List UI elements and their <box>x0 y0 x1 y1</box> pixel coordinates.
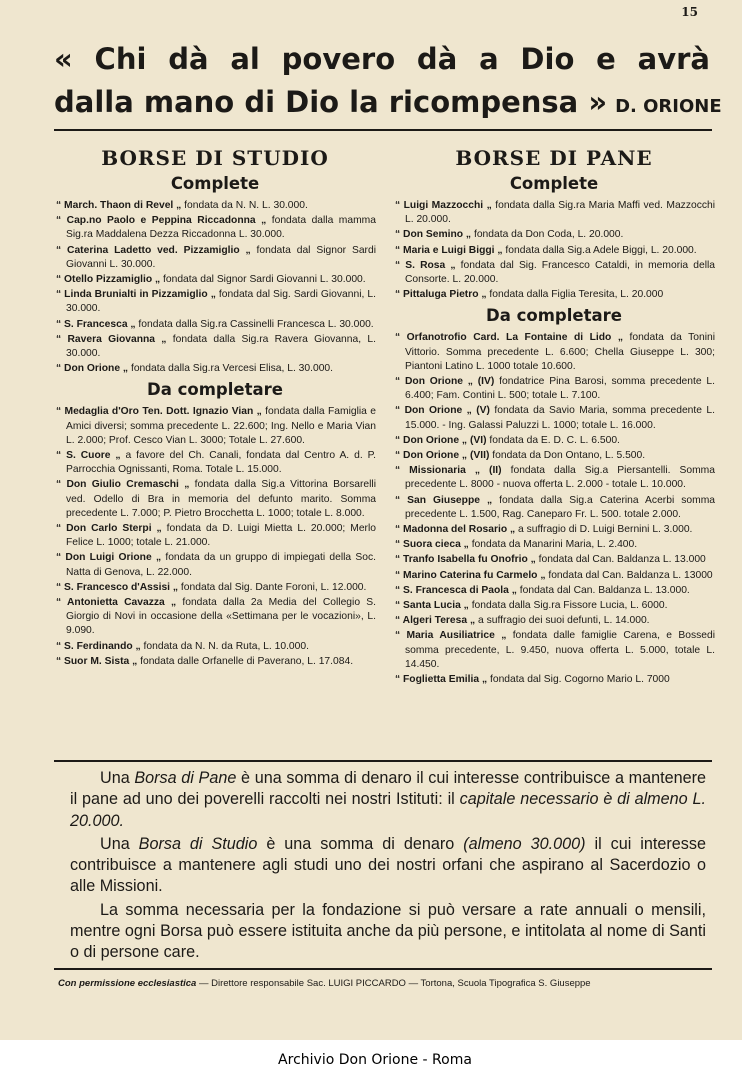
item-text: a suffragio di D. Luigi Bernini L. 3.000. <box>515 524 693 536</box>
text-run: è una somma di denaro il cui interesse contribuisce a mantenere il pane ad uno dei poverelli raccolti nei nostri Istituti: il <box>70 769 707 809</box>
motto-line-2-text: dalla mano di Dio la ricompensa » <box>54 85 608 119</box>
list-item <box>393 629 715 672</box>
item-text: fondata da Tonini Vittorio. Somma precedente L. 6.600; Chella Giuseppe L. 300; Piantoni Latino L. 1000 totale 10.600. <box>405 332 716 372</box>
list-item <box>393 614 715 628</box>
list-item <box>54 244 376 272</box>
list-item <box>393 375 715 403</box>
paragraph-borsa-di-pane <box>70 768 706 832</box>
item-name: “ Maria Ausiliatrice „ <box>395 630 507 642</box>
item-text: a favore del Ch. Canali, fondata dal Centro A. d. P. Parrocchia Ognissanti, Roma. Totale L. 15.000. <box>66 450 377 476</box>
item-text: fondata da Don Coda, L. 20.000. <box>471 229 624 241</box>
archive-caption: Archivio Don Orione - Roma <box>278 1052 472 1068</box>
item-name: “ Marino Caterina fu Carmelo „ <box>395 569 546 581</box>
list-item <box>393 569 715 583</box>
item-name: “ S. Francesca „ <box>56 318 136 330</box>
item-text: fondata dalle famiglie Carena, e Bossedi somma precedente, L. 9.450, nuova offerta L. 5.000, totale L. 14.450. <box>405 630 715 670</box>
item-text: fondata da N. N. L. 30.000. <box>181 200 308 211</box>
list-item <box>54 551 376 579</box>
list-item <box>54 273 376 287</box>
list-item <box>54 640 376 654</box>
item-text: fondata dalla Sig.ra Maria Maffi ved. Mazzocchi L. 20.000. <box>405 200 716 226</box>
motto <box>54 38 722 128</box>
item-text: fondata da Savio Maria, somma precedente L. 15.000. - Ing. Galassi Paluzzi L. 1000; totale L. 16.000. <box>405 405 715 431</box>
item-text: fondata dal Signor Sardi Giovanni L. 30.000. <box>160 274 366 286</box>
list-item <box>54 581 376 595</box>
item-text: fondatrice Pina Barosi, somma precedente L. 6.400; Fam. Contini L. 500; totale L. 7.100. <box>405 376 715 402</box>
item-name: “ S. Rosa „ <box>395 259 456 271</box>
item-text: fondata dalla 2a Media del Collegio S. Giorgio di Novi in occasione della «Settimana per le vocazioni», L. 9.090. <box>66 597 376 637</box>
item-name: “ Don Orione „ <box>56 363 129 375</box>
middle-divider <box>54 760 712 762</box>
item-name: “ Medaglia d'Oro Ten. Dott. Ignazio Vian „ <box>56 406 262 418</box>
item-text: fondata dalla Sig.a Vittorina Borsarelli ved. Odello di Bra in memoria del defunto marito. Somma precedente L. 7.000; P. Pietro Brocchetta L. 1000; totale L. 8.000. <box>66 479 376 519</box>
text-run: (almeno 30.000) <box>463 834 586 853</box>
item-name: “ Pittaluga Pietro „ <box>395 289 487 301</box>
section-heading-complete: Complete <box>509 174 599 193</box>
item-text: fondata dalle Orfanelle di Paverano, L. 17.084. <box>137 655 354 667</box>
text-run: Una <box>100 769 135 787</box>
paragraph-borsa-di-studio <box>70 834 706 898</box>
item-name: “ Maria e Luigi Biggi „ <box>395 244 503 256</box>
item-text: fondata dal Sig. Francesco Cataldi, in memoria della Consorte. L. 20.000. <box>405 259 716 286</box>
list-item <box>54 333 376 361</box>
item-text: fondata dal Signor Sardi Giovanni L. 30.000. <box>66 244 376 270</box>
item-name: “ Suora cieca „ <box>395 539 469 551</box>
item-name: “ Don Semino „ <box>395 229 472 241</box>
item-name: “ Suor M. Sista „ <box>56 655 138 667</box>
item-text: fondata dal Can. Baldanza L. 13.000. <box>516 584 690 596</box>
list-item <box>393 599 715 613</box>
imprint-footer <box>58 978 720 989</box>
item-name: “ Don Orione „ (VI) <box>395 434 487 446</box>
list-item <box>393 584 715 598</box>
column-title: BORSE DI PANE <box>455 146 653 170</box>
item-text: a suffragio dei suoi defunti, L. 14.000. <box>475 615 650 627</box>
item-name: “ Don Orione „ (V) <box>395 405 490 417</box>
text-run: Borsa di Studio <box>138 834 258 853</box>
list-item <box>54 318 376 332</box>
item-text: fondata dalla Sig.ra Cassinelli Francesca L. 30.000. <box>135 318 374 330</box>
item-text: fondata da N. N. da Ruta, L. 10.000. <box>140 640 309 652</box>
item-name: “ Caterina Ladetto ved. Pizzamiglio „ <box>56 244 251 256</box>
item-name: “ March. Thaon di Revel „ <box>56 200 182 211</box>
item-text: fondata dalla Sig.ra Vercesi Elisa, L. 30.000. <box>128 363 334 375</box>
list-da-completare <box>54 405 376 669</box>
borse-di-studio-column <box>54 140 376 670</box>
text-run: Borsa di Pane <box>134 769 237 787</box>
item-text: fondata dal Sig. Cogorno Mario L. 7000 <box>487 674 670 686</box>
item-text: fondata da Manarini Maria, L. 2.400. <box>468 539 638 551</box>
top-divider <box>54 129 712 131</box>
item-text: fondata dalla Sig.ra Fissore Lucia, L. 6000. <box>468 600 668 612</box>
text-run: Una <box>100 834 139 853</box>
item-name: “ San Giuseppe „ <box>395 494 493 506</box>
motto-line-1: « Chi dà al povero dà a Dio e avrà <box>54 42 710 76</box>
item-name: “ Don Luigi Orione „ <box>56 552 162 564</box>
item-text: fondata da un gruppo di impiegati della Soc. Natta di Genova, L. 22.000. <box>66 552 376 578</box>
list-item <box>54 449 376 477</box>
section-heading-da-completare: Da completare <box>486 306 622 326</box>
list-item <box>393 449 715 463</box>
motto-author: D. ORIONE <box>615 96 722 117</box>
section-heading-da-completare: Da completare <box>147 380 283 400</box>
section-heading-complete: Complete <box>170 174 260 193</box>
page-number: 15 <box>681 5 698 19</box>
list-da-completare <box>393 331 715 687</box>
item-name: “ Santa Lucia „ <box>395 600 469 612</box>
footer-divider <box>54 968 712 970</box>
item-name: “ Luigi Mazzocchi „ <box>395 200 492 211</box>
list-item <box>393 553 715 567</box>
footer-permission: Con permissione ecclesiastica <box>58 978 197 989</box>
item-name: “ S. Francesca di Paola „ <box>395 584 517 596</box>
item-text: fondata dalla Sig.a Caterina Acerbi somma precedente L. 1.500, Rag. Caneparo Fr. L. 500. totale 2.000. <box>405 494 715 520</box>
item-text: fondata dal Sig. Sardi Giovanni, L. 30.000. <box>66 289 376 315</box>
list-item <box>393 288 715 302</box>
paragraph-fondazione: La somma necessaria per la fondazione si può versare a rate annuali o mensili, mentre ogni Borsa può essere istituita anche da più persone, e intitolata al nome di Santi o di persone care. <box>70 900 706 962</box>
footer-imprint: — Direttore responsabile Sac. LUIGI PICCARDO — Tortona, Scuola Tipografica S. Giuseppe <box>196 978 591 989</box>
list-item <box>54 362 376 376</box>
item-text: fondata dalla Famiglia e Amici diversi; somma precedente L. 22.600; Ing. Nello e Maria Vian L. 2.000; Prof. Cesco Vian L. 3000; Totale L. 27.600. <box>66 406 376 446</box>
item-name: “ Don Giulio Cremaschi „ <box>56 479 190 491</box>
list-complete <box>393 199 715 302</box>
list-item <box>54 405 376 448</box>
list-complete <box>54 199 376 376</box>
item-text: fondata dalla Figlia Teresita, L. 20.000 <box>486 289 664 301</box>
item-name: “ Madonna del Rosario „ <box>395 524 516 536</box>
item-name: “ Algeri Teresa „ <box>395 615 476 627</box>
list-item <box>393 228 715 242</box>
item-text: fondata dal Sig. Dante Foroni, L. 12.000. <box>178 581 367 593</box>
list-item <box>393 259 715 287</box>
list-item <box>54 655 376 669</box>
item-text: fondata da Don Ontano, L. 5.500. <box>489 450 646 462</box>
list-item <box>54 522 376 550</box>
item-text: fondata dal Can. Baldanza L. 13.000 <box>535 554 706 566</box>
item-name: “ Missionaria „ (II) <box>395 465 502 477</box>
item-text: fondata dalla Sig.a Adele Biggi, L. 20.000. <box>502 244 697 256</box>
item-name: “ Cap.no Paolo e Peppina Riccadonna „ <box>56 215 267 227</box>
list-item <box>393 464 715 492</box>
item-name: “ Don Orione „ (VII) <box>395 450 490 462</box>
item-name: “ Linda Brunialti in Pizzamiglio „ <box>56 289 216 301</box>
list-item <box>393 244 715 258</box>
item-text: fondata da E. D. C. L. 6.500. <box>486 434 620 446</box>
text-run: è una somma di denaro <box>257 834 464 853</box>
item-name: “ Antonietta Cavazza „ <box>56 597 177 609</box>
item-name: “ Tranfo Isabella fu Onofrio „ <box>395 554 536 566</box>
list-item <box>393 538 715 552</box>
list-item <box>54 596 376 639</box>
item-name: “ Orfanotrofio Card. La Fontaine di Lido „ <box>395 332 623 344</box>
text-run: capitale necessario è di almeno L. 20.000. <box>70 790 706 830</box>
list-item <box>393 494 715 522</box>
item-name: “ Don Carlo Sterpi „ <box>56 523 162 535</box>
item-name: “ Otello Pizzamiglio „ <box>56 274 161 286</box>
list-item <box>54 199 376 213</box>
list-item <box>393 523 715 537</box>
item-name: “ Foglietta Emilia „ <box>395 674 488 686</box>
explanation-text <box>70 768 706 966</box>
item-name: “ Don Orione „ (IV) <box>395 376 495 388</box>
list-item <box>393 404 715 432</box>
list-item <box>393 199 715 227</box>
borse-di-pane-column <box>393 140 715 688</box>
list-item <box>54 288 376 316</box>
text-run: il cui interesse contribuisce a mantenere agli studi uno dei nostri orfani che aspirano al Sacerdozio o alle Missioni. <box>70 834 706 896</box>
item-text: fondata dalla Sig.a Piersantelli. Somma precedente L. 8000 - nuova offerta L. 2.000 - totale L. 10.000. <box>405 465 715 491</box>
item-text: fondata dalla mamma Sig.ra Maddalena Dezza Riccadonna L. 30.000. <box>66 215 376 241</box>
item-text: fondata dalla Sig.ra Ravera Giovanna, L. 30.000. <box>66 333 376 360</box>
list-item <box>54 214 376 242</box>
motto-line-2 <box>54 81 722 128</box>
item-text: fondata da D. Luigi Mietta L. 20.000; Merlo Felice L. 1000; totale L. 21.000. <box>66 523 376 549</box>
item-text: fondata dal Can. Baldanza L. 13000 <box>545 569 713 581</box>
list-item <box>393 331 715 374</box>
list-item <box>54 478 376 521</box>
item-name: “ S. Ferdinando „ <box>56 640 141 652</box>
item-name: “ Ravera Giovanna „ <box>56 333 167 345</box>
list-item <box>393 434 715 448</box>
list-item <box>393 673 715 687</box>
item-name: “ S. Cuore „ <box>56 450 121 462</box>
column-title: BORSE DI STUDIO <box>101 146 329 170</box>
item-name: “ S. Francesco d'Assisi „ <box>56 581 179 593</box>
